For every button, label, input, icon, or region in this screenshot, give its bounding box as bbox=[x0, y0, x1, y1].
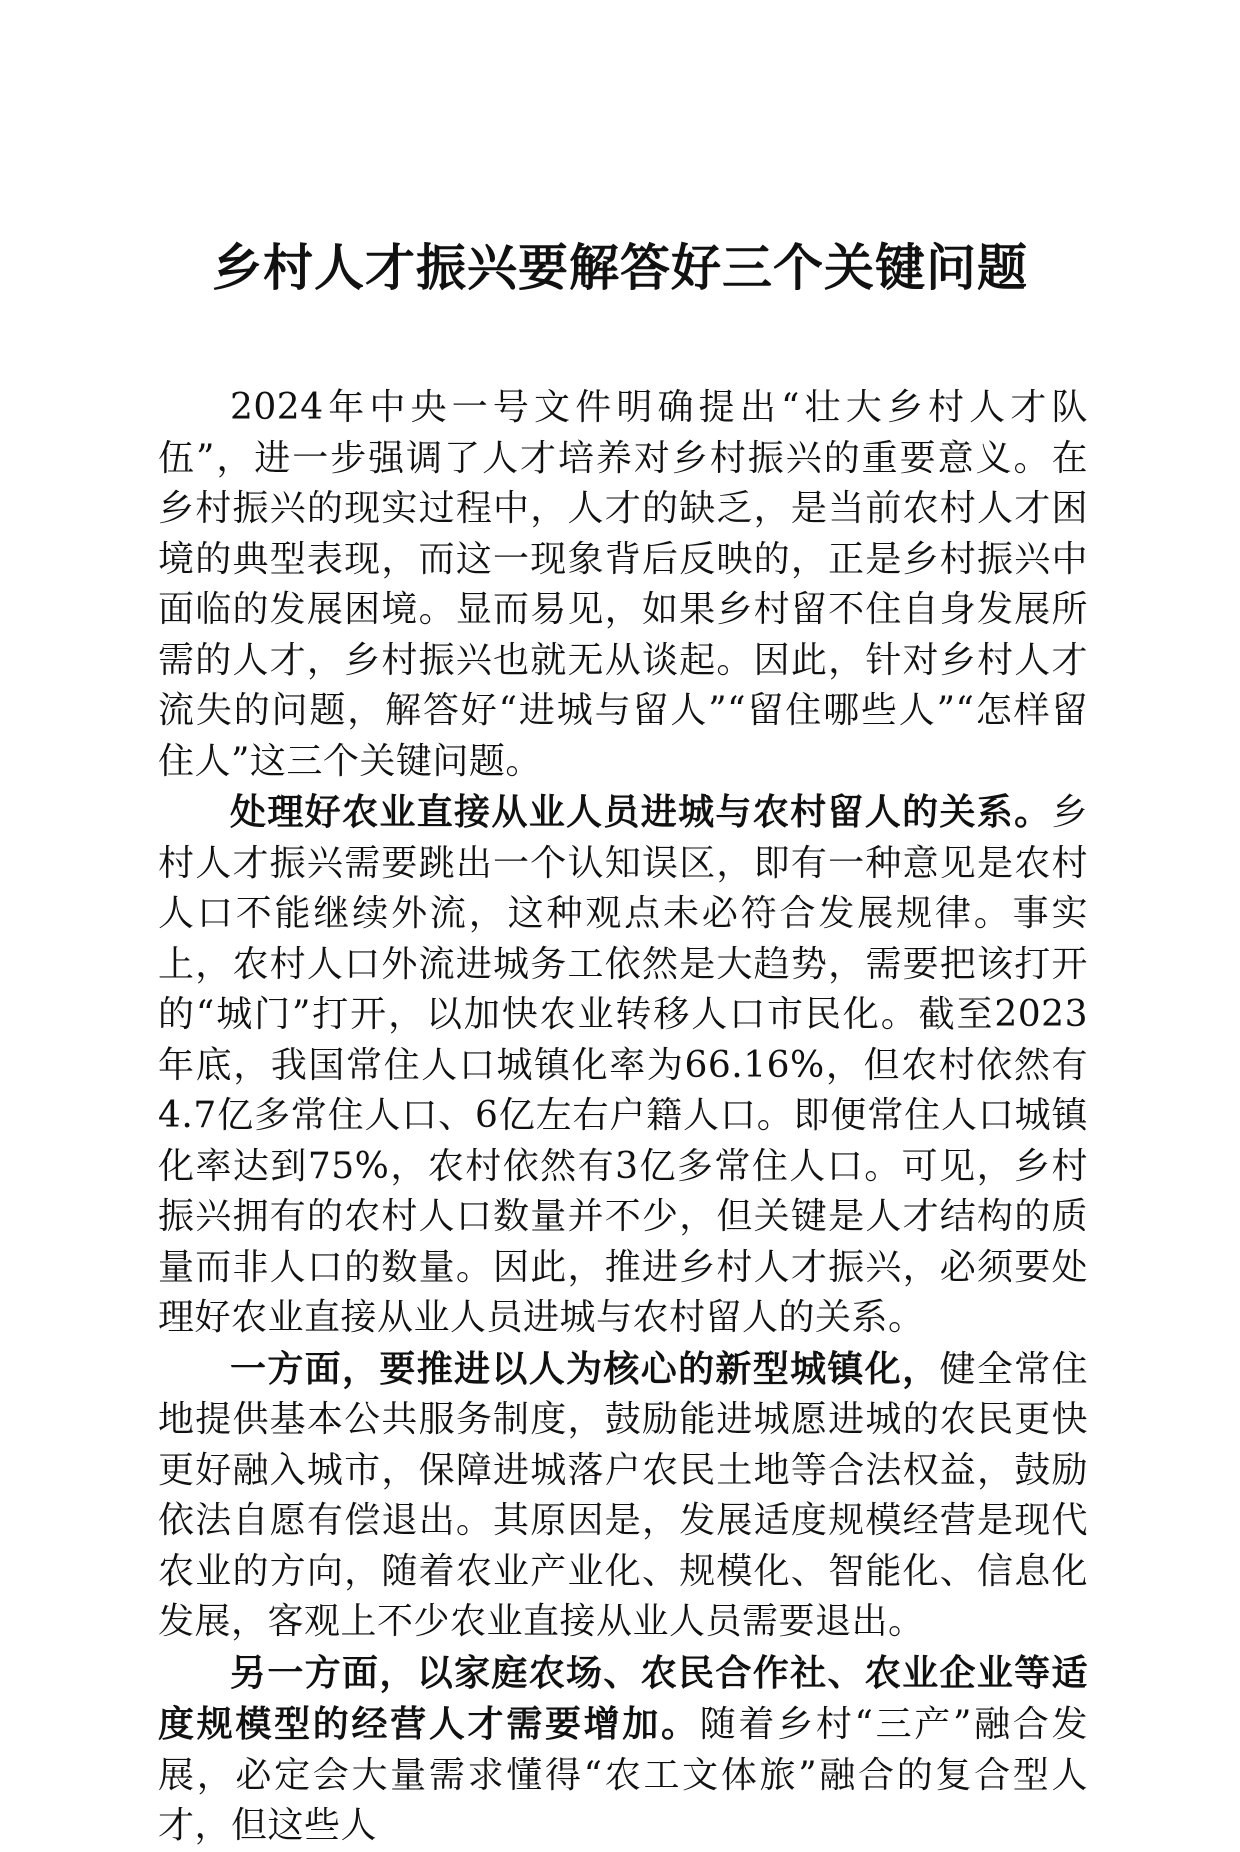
paragraph-text: 2024年中央一号文件明确提出“壮大乡村人才队伍”，进一步强调了人才培养对乡村振兴的重要意义。在乡村振兴的现实过程中，人才的缺乏，是当前农村人才困境的典型表现，而这一现象背后反映的，正是乡村振兴中面临的发展困境。显而易见，如果乡村留不住自身发展所需的人才，乡村振兴也就无从谈起。因此，针对乡村人才流失的问题，解答好“进城与留人”“留住哪些人”“怎样留住人”这三个关键问题。 bbox=[158, 387, 1088, 782]
paragraph-lead: 另一方面，以家庭农场、农民合作社、农业企业等适度规模型的经营人才需要增加。 bbox=[158, 1651, 1088, 1745]
paragraph-one-hand bbox=[158, 1344, 1088, 1648]
paragraph-lead: 一方面，要推进以人为核心的新型城镇化， bbox=[230, 1347, 940, 1390]
document-body bbox=[158, 382, 1088, 1852]
paragraph-relationship bbox=[158, 787, 1088, 1344]
paragraph-intro bbox=[158, 382, 1088, 787]
paragraph-other-hand bbox=[158, 1648, 1088, 1852]
paragraph-lead: 处理好农业直接从业人员进城与农村留人的关系。 bbox=[230, 791, 1052, 833]
paragraph-text: 乡村人才振兴需要跳出一个认知误区，即有一种意见是农村人口不能继续外流，这种观点未必符合发展规律。事实上，农村人口外流进城务工依然是大趋势，需要把该打开的“城门”打开，以加快农业转移人口市民化。截至2023年底，我国常住人口城镇化率为66.16%，但农村依然有4.7亿多常住人口、6亿左右户籍人口。即便常住人口城镇化率达到75%，农村依然有3亿多常住人口。可见，乡村振兴拥有的农村人口数量并不少，但关键是人才结构的质量而非人口的数量。因此，推进乡村人才振兴，必须要处理好农业直接从业人员进城与农村留人的关系。 bbox=[158, 792, 1088, 1338]
paragraph-text: 健全常住地提供基本公共服务制度，鼓励能进城愿进城的农民更快更好融入城市，保障进城落户农民土地等合法权益，鼓励依法自愿有偿退出。其原因是，发展适度规模经营是现代农业的方向，随着农业产业化、规模化、智能化、信息化发展，客观上不少农业直接从业人员需要退出。 bbox=[158, 1348, 1088, 1642]
document-title: 乡村人才振兴要解答好三个关键问题 bbox=[212, 238, 1028, 297]
paragraph-text: 随着乡村“三产”融合发展，必定会大量需求懂得“农工文体旅”融合的复合型人才，但这些人 bbox=[158, 1704, 1088, 1846]
